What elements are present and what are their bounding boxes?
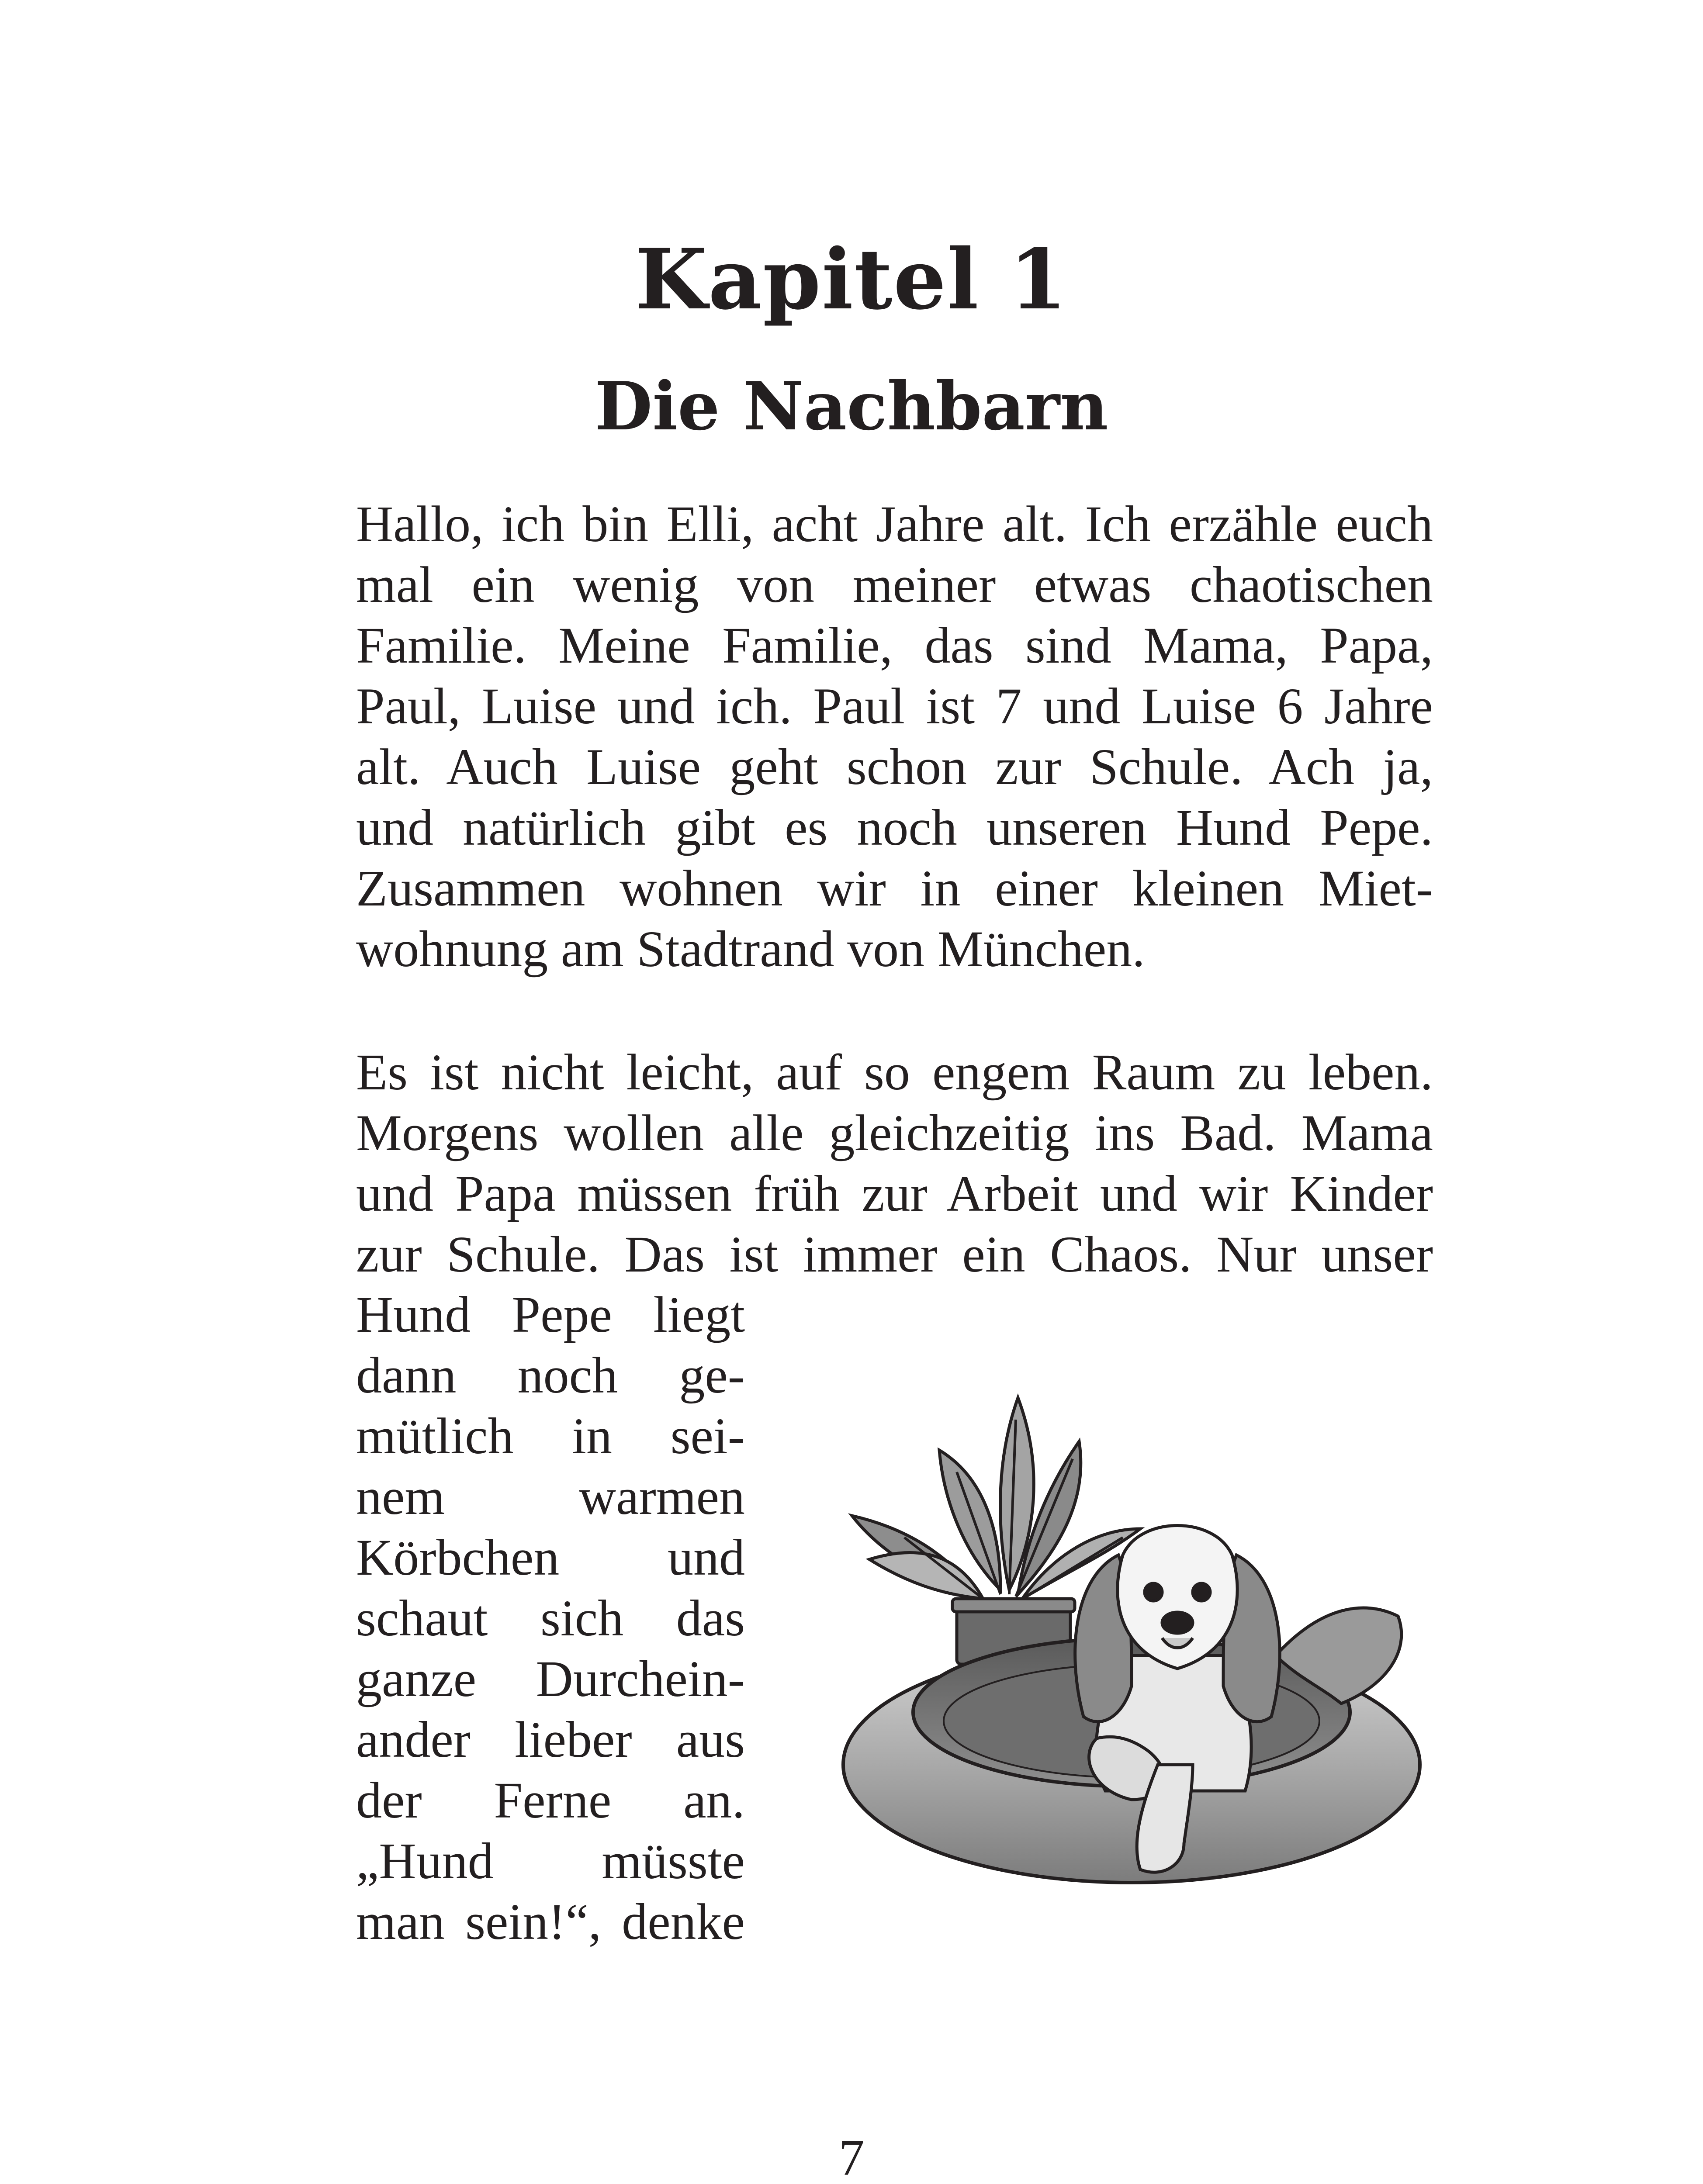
text-line: schaut sich das [356,1590,745,1647]
page-number: 7 [838,2129,865,2184]
paragraph-3 [356,1284,745,1952]
text-line: der Ferne an. [356,1772,745,1829]
text-line: ganze Durchein- [356,1650,745,1707]
text-line: Hallo, ich bin Elli, acht Jahre alt. Ich erzähle euch [356,495,1433,553]
text-line: mal ein wenig von meiner etwas chaotischen [356,556,1433,613]
paragraph-2 [356,1042,1433,1285]
text-line: wohnung am Stadtrand von München. [356,920,1145,978]
text-line: zur Schule. Das ist immer ein Chaos. Nur unser [356,1226,1433,1283]
text-line: nem warmen [356,1468,745,1525]
text-line: „Hund müsste [356,1832,745,1890]
chapter-title: Die Nachbarn [595,367,1108,445]
chapter-number: Kapitel 1 [635,231,1068,328]
dog-in-basket-illustration [817,1372,1446,1904]
text-line: Paul, Luise und ich. Paul ist 7 und Luise 6 Jahre [356,677,1433,735]
text-line: Hund Pepe liegt [356,1286,745,1343]
text-line: Es ist nicht leicht, auf so engem Raum zu leben. [356,1044,1433,1101]
text-line: und Papa müssen früh zur Arbeit und wir Kinder [356,1165,1433,1222]
text-line: Morgens wollen alle gleichzeitig ins Bad. Mama [356,1104,1433,1161]
text-line: Zusammen wohnen wir in einer kleinen Miet- [356,860,1433,917]
text-line: dann noch ge- [356,1347,745,1404]
text-line: und natürlich gibt es noch unseren Hund Pepe. [356,799,1433,856]
text-line: alt. Auch Luise geht schon zur Schule. Ach ja, [356,738,1433,795]
text-line: Körbchen und [356,1529,745,1586]
text-line: man sein!“, denke [356,1893,745,1950]
text-line: Familie. Meine Familie, das sind Mama, Papa, [356,617,1433,674]
plant-leaves [852,1398,1140,1599]
text-line: mütlich in sei- [356,1407,745,1465]
text-line: ander lieber aus [356,1711,745,1768]
paragraph-1 [356,494,1433,979]
